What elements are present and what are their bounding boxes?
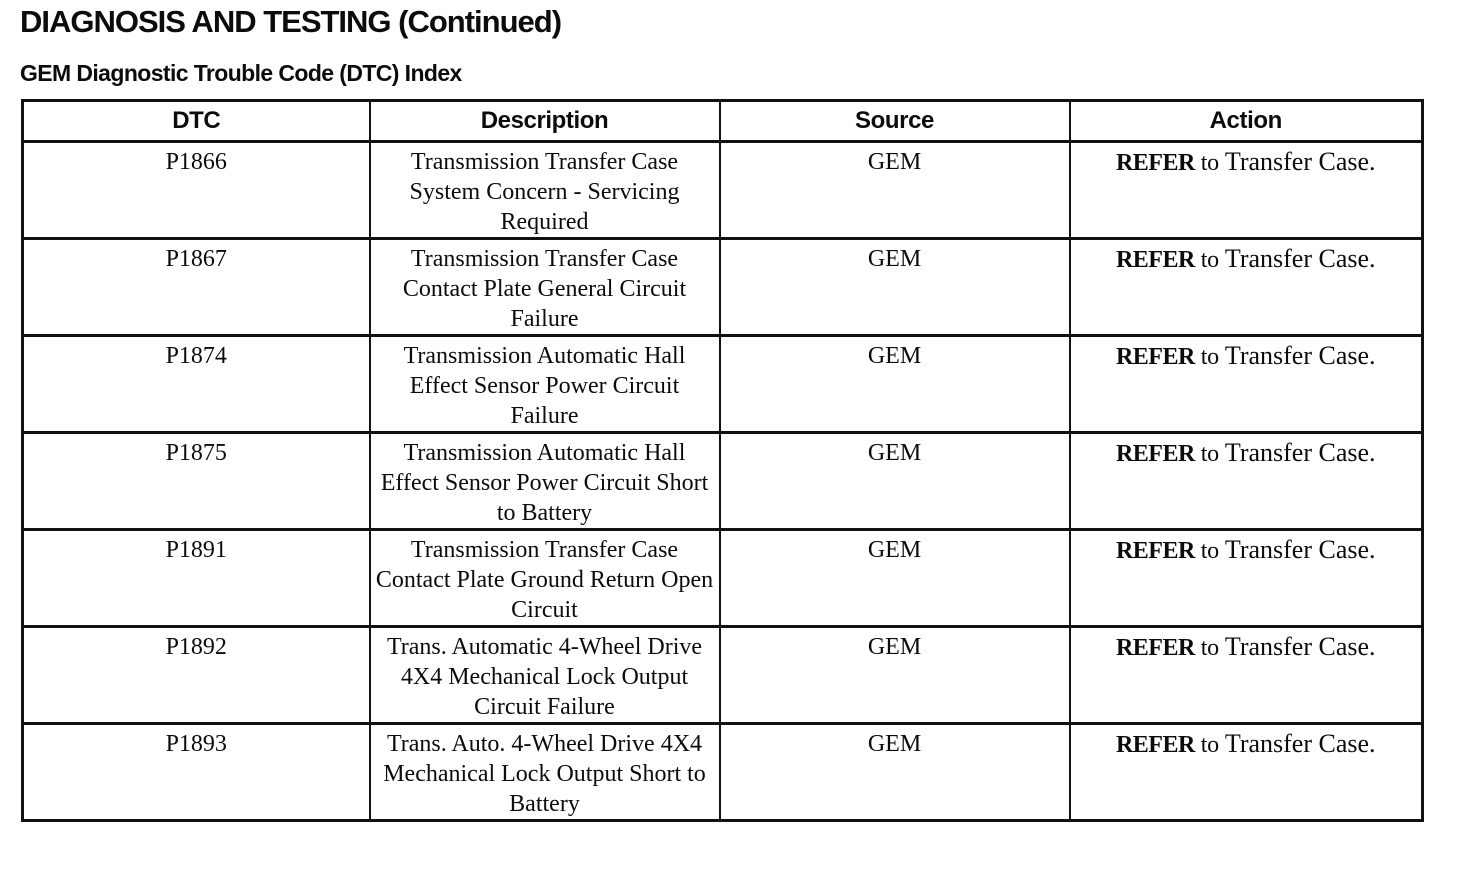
description-cell: Transmission Automatic Hall Effect Sensor Power Circuit Short to Battery	[370, 433, 720, 530]
source-cell: GEM	[720, 724, 1070, 821]
action-target-link[interactable]: Transfer Case.	[1224, 729, 1376, 758]
action-to-text: to	[1200, 538, 1219, 564]
action-target-link[interactable]: Transfer Case.	[1224, 244, 1376, 273]
action-cell	[1070, 724, 1423, 821]
table-row	[23, 530, 1423, 627]
action-refer-text: REFER	[1115, 441, 1195, 467]
column-header-dtc: DTC	[23, 101, 370, 142]
column-header-action: Action	[1070, 101, 1423, 142]
action-target-link[interactable]: Transfer Case.	[1224, 632, 1376, 661]
action-refer-text: REFER	[1115, 247, 1195, 273]
dtc-code-cell: P1867	[23, 239, 370, 336]
dtc-index-table	[21, 99, 1424, 822]
dtc-code-cell: P1892	[23, 627, 370, 724]
action-to-text: to	[1200, 732, 1219, 758]
description-cell: Trans. Automatic 4-Wheel Drive 4X4 Mechanical Lock Output Circuit Failure	[370, 627, 720, 724]
dtc-code-cell: P1866	[23, 142, 370, 239]
action-refer-text: REFER	[1115, 635, 1195, 661]
action-target-link[interactable]: Transfer Case.	[1224, 535, 1376, 564]
source-cell: GEM	[720, 239, 1070, 336]
action-cell	[1070, 627, 1423, 724]
table-row	[23, 433, 1423, 530]
column-header-description: Description	[370, 101, 720, 142]
action-cell	[1070, 530, 1423, 627]
action-cell	[1070, 239, 1423, 336]
source-cell: GEM	[720, 336, 1070, 433]
section-title: GEM Diagnostic Trouble Code (DTC) Index	[20, 60, 462, 86]
dtc-code-cell: P1893	[23, 724, 370, 821]
dtc-code-cell: P1891	[23, 530, 370, 627]
action-to-text: to	[1200, 635, 1219, 661]
action-cell	[1070, 433, 1423, 530]
table-row	[23, 627, 1423, 724]
page-title: DIAGNOSIS AND TESTING (Continued)	[20, 4, 562, 39]
table-header-row	[23, 101, 1423, 142]
column-header-source: Source	[720, 101, 1070, 142]
description-cell: Transmission Transfer Case Contact Plate Ground Return Open Circuit	[370, 530, 720, 627]
action-refer-text: REFER	[1115, 538, 1195, 564]
source-cell: GEM	[720, 142, 1070, 239]
description-cell: Transmission Transfer Case Contact Plate General Circuit Failure	[370, 239, 720, 336]
action-target-link[interactable]: Transfer Case.	[1224, 147, 1376, 176]
dtc-code-cell: P1875	[23, 433, 370, 530]
table-row	[23, 239, 1423, 336]
action-to-text: to	[1200, 441, 1219, 467]
table-row	[23, 336, 1423, 433]
action-target-link[interactable]: Transfer Case.	[1224, 438, 1376, 467]
description-cell: Transmission Automatic Hall Effect Sensor Power Circuit Failure	[370, 336, 720, 433]
description-cell: Transmission Transfer Case System Concern - Servicing Required	[370, 142, 720, 239]
source-cell: GEM	[720, 627, 1070, 724]
action-cell	[1070, 336, 1423, 433]
action-cell	[1070, 142, 1423, 239]
action-to-text: to	[1200, 150, 1219, 176]
action-target-link[interactable]: Transfer Case.	[1224, 341, 1376, 370]
table-row	[23, 142, 1423, 239]
table-row	[23, 724, 1423, 821]
description-cell: Trans. Auto. 4-Wheel Drive 4X4 Mechanical Lock Output Short to Battery	[370, 724, 720, 821]
action-to-text: to	[1200, 247, 1219, 273]
action-refer-text: REFER	[1115, 732, 1195, 758]
source-cell: GEM	[720, 530, 1070, 627]
action-refer-text: REFER	[1115, 150, 1195, 176]
dtc-code-cell: P1874	[23, 336, 370, 433]
action-refer-text: REFER	[1115, 344, 1195, 370]
source-cell: GEM	[720, 433, 1070, 530]
action-to-text: to	[1200, 344, 1219, 370]
